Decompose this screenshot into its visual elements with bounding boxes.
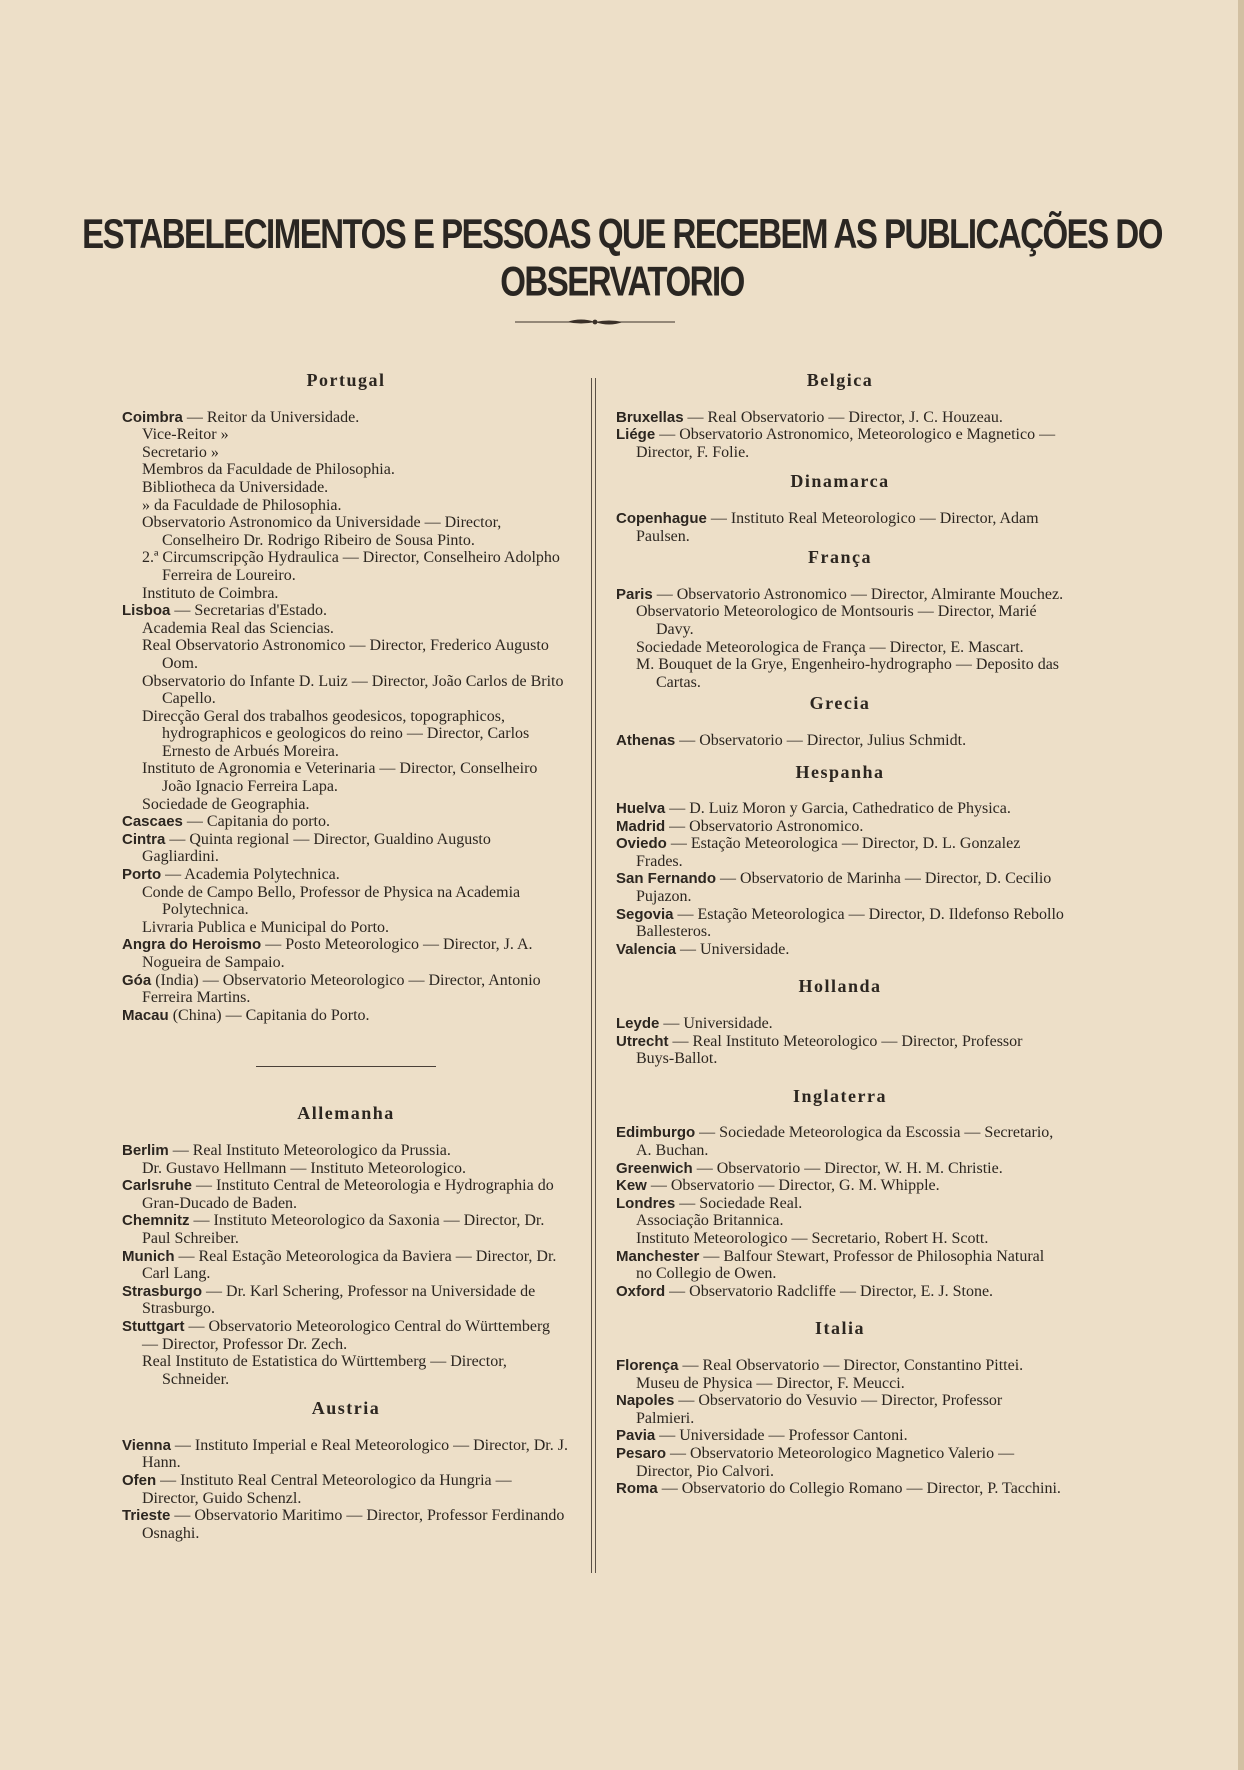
entry-text: — Estação Meteorologica — Director, D. L. Gonzalez Frades. [636, 835, 1021, 870]
place-name: Oxford [616, 1282, 666, 1300]
entry-text: Real Instituto de Estatistica do Württemberg — Director, Schneider. [142, 1353, 507, 1388]
place-name: Leyde [616, 1015, 660, 1033]
entry-text: (India) — Observatorio Meteorologico — Director, Antonio Ferreira Martins. [142, 971, 541, 1007]
directory-entry [616, 426, 1064, 461]
section-dinamarca [616, 473, 1064, 545]
entry-text: — Posto Meteorologico — Director, J. A. Nogueira de Sampaio. [142, 936, 533, 971]
directory-entry [122, 1142, 570, 1160]
entry-text: — Real Estação Meteorologica da Baviera — Director, Dr. Carl Lang. [142, 1247, 557, 1283]
place-name: Valencia [616, 940, 677, 958]
entry-text: Secretario » [142, 443, 219, 461]
place-name: Munich [122, 1247, 175, 1265]
entry-text: Sociedade Meteorologica de França — Director, E. Mascart. [636, 638, 1024, 656]
entry-text: Instituto Meteorologico — Secretario, Robert H. Scott. [636, 1229, 989, 1247]
entry-text: Academia Real das Sciencias. [142, 619, 334, 637]
directory-entry [122, 1248, 570, 1283]
entry-text: 2.ª Circumscripção Hydraulica — Director, Conselheiro Adolpho Ferreira de Loureiro. [142, 549, 560, 584]
directory-entry [616, 1445, 1064, 1480]
directory-entry [122, 461, 570, 479]
entry-text: Dr. Gustavo Hellmann — Instituto Meteorologico. [142, 1159, 466, 1177]
directory-entry [616, 1177, 1064, 1195]
directory-entry [616, 906, 1064, 941]
column-divider [591, 378, 596, 1573]
entry-text: — Observatorio do Vesuvio — Director, Professor Palmieri. [636, 1392, 1003, 1427]
directory-entry [122, 760, 570, 795]
place-name: Huelva [616, 800, 666, 818]
place-name: Cintra [122, 830, 166, 848]
country-heading: Allemanha [297, 1103, 395, 1124]
section-allemanha [122, 1105, 570, 1388]
directory-entry [122, 972, 570, 1007]
directory-entry [616, 835, 1064, 870]
place-name: Góa [122, 971, 152, 989]
directory-entry [122, 831, 570, 866]
entry-text: Vice-Reitor » [142, 426, 229, 444]
directory-entry [616, 870, 1064, 905]
directory-entry [616, 639, 1064, 657]
entry-text: — Reitor da Universidade. [182, 408, 360, 426]
entry-text: Bibliotheca da Universidade. [142, 478, 329, 496]
section-belgica [616, 372, 1064, 461]
entry-text: » da Faculdade de Philosophia. [142, 496, 342, 514]
section-inglaterra [616, 1085, 1064, 1301]
entry-text: — Dr. Karl Schering, Professor na Universidade de Strasburgo. [142, 1282, 536, 1318]
entry-text: Membros da Faculdade de Philosophia. [142, 461, 395, 479]
section-grecia [616, 695, 1064, 749]
directory-entry [122, 1472, 570, 1507]
entry-text: Sociedade de Geographia. [142, 795, 310, 813]
place-name: Lisboa [122, 602, 171, 620]
place-name: Porto [122, 866, 162, 884]
directory-entry [616, 818, 1064, 836]
entry-text: — Real Observatorio — Director, J. C. Houzeau. [683, 408, 1003, 426]
entry-text: — Observatorio — Director, W. H. M. Christie. [692, 1159, 1003, 1177]
directory-entry [122, 514, 570, 549]
place-name: Angra do Heroismo [122, 936, 262, 954]
directory-entry [122, 884, 570, 919]
entry-text: — Academia Polytechnica. [161, 866, 340, 884]
entry-text: — Observatorio Astronomico, Meteorologico e Magnetico — Director, F. Folie. [636, 426, 1056, 461]
place-name: Greenwich [616, 1159, 693, 1177]
country-heading: Belgica [806, 370, 874, 390]
place-name: Macau [122, 1006, 169, 1024]
left-column [122, 372, 570, 1542]
directory-entry [122, 1212, 570, 1247]
directory-entry [122, 1507, 570, 1542]
directory-entry [616, 1427, 1064, 1445]
place-name: Strasburgo [122, 1282, 203, 1300]
section-austria [122, 1400, 570, 1542]
section-italia [616, 1320, 1064, 1497]
place-name: San Fernando [616, 870, 717, 888]
directory-entry [616, 1480, 1064, 1498]
entry-text: Real Observatorio Astronomico — Director, Frederico Augusto Oom. [142, 637, 549, 672]
directory-entry [122, 1283, 570, 1318]
directory-entry [616, 1375, 1064, 1393]
place-name: Pesaro [616, 1444, 667, 1462]
place-name: Athenas [616, 731, 676, 749]
country-heading: Austria [311, 1398, 381, 1419]
place-name: Copenhague [616, 509, 707, 527]
place-name: Segovia [616, 905, 674, 923]
place-name: Carlsruhe [122, 1177, 193, 1195]
directory-entry [122, 637, 570, 672]
entry-text: — Real Instituto Meteorologico da Prussia. [168, 1141, 451, 1159]
place-name: Paris [616, 585, 653, 603]
directory-entry [122, 813, 570, 831]
directory-entry [616, 1357, 1064, 1375]
entry-text: — Capitania do porto. [182, 813, 330, 831]
entry-text: Observatorio Meteorologico de Montsouris — Director, Marié Davy. [636, 603, 1037, 638]
entry-text: — Sociedade Meteorologica da Escossia — Secretario, A. Buchan. [636, 1124, 1054, 1159]
flourish-ornament-icon [515, 316, 675, 328]
country-heading: Dinamarca [790, 471, 890, 492]
directory-entry [122, 919, 570, 937]
directory-entry [616, 603, 1064, 638]
directory-entry [616, 510, 1064, 545]
entry-text: Instituto de Agronomia e Veterinaria — Director, Conselheiro João Ignacio Ferreira Lapa. [142, 760, 538, 796]
entry-text: Livraria Publica e Municipal do Porto. [142, 918, 390, 936]
place-name: Liége [616, 426, 656, 444]
entry-text: — Instituto Imperial e Real Meteorologico — Director, Dr. J. Hann. [142, 1436, 568, 1472]
directory-entry [122, 1353, 570, 1388]
entry-text: — Instituto Real Meteorologico — Director, Adam Paulsen. [636, 509, 1039, 545]
entry-text: — Observatorio de Marinha — Director, D. Cecilio Pujazon. [636, 870, 1052, 906]
directory-entry [122, 409, 570, 427]
place-name: Stuttgart [122, 1317, 185, 1335]
place-name: Berlim [122, 1141, 169, 1159]
place-name: Cascaes [122, 813, 183, 831]
directory-entry [616, 1230, 1064, 1248]
place-name: Vienna [122, 1436, 171, 1454]
entry-text: — Sociedade Real. [675, 1194, 803, 1212]
directory-entry [122, 708, 570, 761]
directory-entry [122, 479, 570, 497]
place-name: Manchester [616, 1247, 700, 1265]
entry-text: Observatorio Astronomico da Universidade — Director, Conselheiro Dr. Rodrigo Ribeiro de Sousa Pinto. [142, 514, 502, 549]
entry-text: — Observatorio — Director, G. M. Whipple. [646, 1177, 940, 1195]
entry-text: — Universidade. [676, 940, 790, 958]
section-portugal [122, 372, 570, 1024]
place-name: Oviedo [616, 835, 667, 853]
entry-text: (China) — Capitania do Porto. [168, 1006, 370, 1024]
place-name: Edimburgo [616, 1124, 696, 1142]
entry-text: Observatorio do Infante D. Luiz — Director, João Carlos de Brito Capello. [142, 672, 564, 708]
right-column [616, 372, 1064, 1498]
directory-entry [122, 1437, 570, 1472]
directory-entry [122, 585, 570, 603]
directory-entry [122, 444, 570, 462]
country-heading: Grecia [809, 693, 871, 714]
directory-entry [122, 1007, 570, 1025]
entry-text: — Instituto Real Central Meteorologico da Hungria — Director, Guido Schenzl. [142, 1472, 512, 1507]
directory-entry [616, 1283, 1064, 1301]
directory-entry [122, 1318, 570, 1353]
entry-text: M. Bouquet de la Grye, Engenheiro-hydrographo — Deposito das Cartas. [636, 656, 1060, 691]
entry-text: Instituto de Coimbra. [142, 584, 279, 602]
directory-entry [616, 1392, 1064, 1427]
place-name: Bruxellas [616, 408, 684, 426]
entry-text: — D. Luiz Moron y Garcia, Cathedratico de Physica. [665, 800, 1011, 818]
entry-text: — Balfour Stewart, Professor de Philosophia Natural no Collegio de Owen. [636, 1247, 1045, 1283]
place-name: Chemnitz [122, 1212, 190, 1230]
place-name: Ofen [122, 1472, 157, 1490]
directory-entry [122, 497, 570, 515]
place-name: Trieste [122, 1507, 171, 1525]
place-name: Roma [616, 1480, 658, 1498]
entry-text: — Instituto Central de Meteorologia e Hydrographia do Gran-Ducado de Baden. [142, 1177, 554, 1212]
entry-text: — Secretarias d'Estado. [170, 602, 327, 620]
directory-entry [616, 1160, 1064, 1178]
directory-entry [122, 796, 570, 814]
directory-entry [122, 1177, 570, 1212]
entry-text: — Real Observatorio — Director, Constantino Pittei. [678, 1356, 1024, 1374]
country-heading: Italia [814, 1318, 865, 1339]
directory-entry [122, 866, 570, 884]
entry-text: — Estação Meteorologica — Director, D. Ildefonso Rebollo Ballesteros. [636, 905, 1064, 941]
directory-entry [122, 602, 570, 620]
directory-entry [122, 620, 570, 638]
entry-text: — Observatorio Astronomico. [665, 817, 864, 835]
directory-entry [616, 1015, 1064, 1033]
directory-entry [616, 586, 1064, 604]
entry-text: — Observatorio do Collegio Romano — Director, P. Tacchini. [657, 1480, 1061, 1498]
place-name: Utrecht [616, 1032, 669, 1050]
entry-text: — Observatorio Astronomico — Director, Almirante Mouchez. [652, 585, 1064, 603]
place-name: Kew [616, 1177, 647, 1195]
place-name: Pavia [616, 1427, 656, 1445]
entry-text: — Observatorio Maritimo — Director, Professor Ferdinando Osnaghi. [142, 1507, 565, 1542]
section-rule [256, 1066, 436, 1067]
directory-entry [122, 936, 570, 971]
place-name: Florença [616, 1356, 679, 1374]
entry-text: — Observatorio Meteorologico Magnetico Valerio — Director, Pio Calvori. [636, 1444, 1015, 1480]
directory-entry [616, 1212, 1064, 1230]
page-title: ESTABELECIMENTOS E PESSOAS QUE RECEBEM AS PUBLICAÇÕES DO OBSERVATORIO [82, 210, 1162, 305]
directory-entry [616, 409, 1064, 427]
entry-text: Conde de Campo Bello, Professor de Physica na Academia Polytechnica. [142, 883, 521, 919]
section-hespanha [616, 761, 1064, 959]
entry-text: Direcção Geral dos trabalhos geodesicos, topographicos, hydrographicos e geologicos do reino — Director, Carlos Ernesto de Arbués Moreira. [142, 707, 530, 760]
entry-text: — Observatorio — Director, Julius Schmidt. [675, 731, 967, 749]
directory-entry [616, 800, 1064, 818]
entry-text: — Quinta regional — Director, Gualdino Augusto Gagliardini. [142, 830, 491, 866]
entry-text: — Observatorio Meteorologico Central do Württemberg — Director, Professor Dr. Zech. [142, 1317, 551, 1353]
entry-text: Associação Britannica. [636, 1212, 784, 1230]
entry-text: — Real Instituto Meteorologico — Director, Professor Buys-Ballot. [636, 1032, 1023, 1068]
place-name: Coimbra [122, 408, 183, 426]
directory-entry [616, 1248, 1064, 1283]
section-hollanda [616, 978, 1064, 1067]
country-heading: Hollanda [798, 976, 882, 997]
section-franca [616, 549, 1064, 691]
directory-entry [616, 1124, 1064, 1159]
country-heading: Hespanha [795, 761, 885, 782]
entry-text: — Universidade. [659, 1015, 773, 1033]
place-name: Londres [616, 1194, 676, 1212]
place-name: Napoles [616, 1392, 675, 1410]
directory-entry [122, 1160, 570, 1178]
country-heading: França [808, 547, 872, 568]
directory-entry [616, 732, 1064, 750]
country-heading: Portugal [306, 370, 386, 390]
entry-text: — Universidade — Professor Cantoni. [655, 1427, 908, 1445]
directory-entry [616, 941, 1064, 959]
directory-entry [616, 1033, 1064, 1068]
directory-entry [122, 673, 570, 708]
directory-entry [616, 1195, 1064, 1213]
entry-text: — Observatorio Radcliffe — Director, E. J. Stone. [665, 1282, 994, 1300]
directory-entry [122, 426, 570, 444]
directory-entry [122, 549, 570, 584]
directory-entry [616, 656, 1064, 691]
country-heading: Inglaterra [793, 1085, 887, 1106]
place-name: Madrid [616, 817, 666, 835]
entry-text: — Instituto Meteorologico da Saxonia — Director, Dr. Paul Schreiber. [142, 1212, 545, 1247]
entry-text: Museu de Physica — Director, F. Meucci. [636, 1374, 905, 1392]
